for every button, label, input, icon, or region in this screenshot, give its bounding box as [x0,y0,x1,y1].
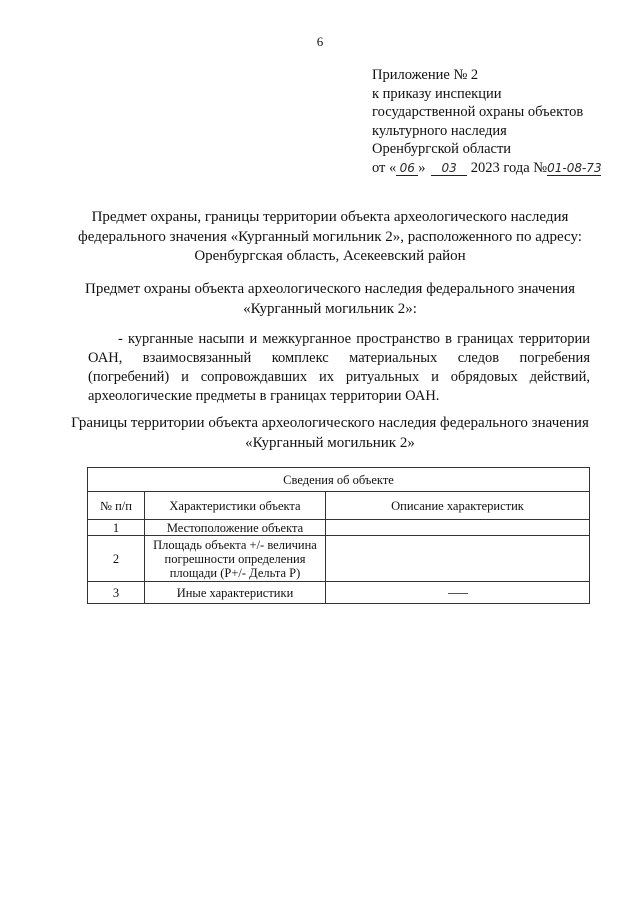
row-characteristic: Иные характеристики [145,582,326,604]
table-row [88,520,590,536]
row-description [326,582,590,604]
row-num: 1 [88,520,145,536]
date-month-handwritten: 03 [431,161,467,176]
row-description [326,520,590,536]
appendix-line-4: культурного наследия [372,122,507,139]
date-year: 2023 года № [470,159,548,176]
row-description [326,536,590,582]
row-characteristic: Местоположение объекта [145,520,326,536]
row-num: 2 [88,536,145,582]
appendix-line-1: Приложение № 2 [372,67,479,83]
protection-subject-heading: Предмет охраны объекта археологического наследия федерального значения «Курганный могильник 2»: [84,281,576,317]
object-info-table [87,467,590,604]
page-number: 6 [316,34,324,49]
row-characteristic: Площадь объекта +/- величина погрешности определения площади (P+/- Дельта P) [145,536,326,582]
appendix-line-3: государственной охраны объектов [372,104,584,120]
table-row [88,582,590,604]
territory-borders-heading: Границы территории объекта археологического наследия федерального значения «Курганный могильник 2» [71,415,589,451]
empty-dash [448,593,468,594]
order-number-handwritten: 01-08-73 [547,160,602,175]
document-title: Предмет охраны, границы территории объекта археологического наследия федерального значения «Курганный могильник 2», расположенного по адресу: Оренбургская область, Асекеевский район [78,209,582,264]
date-day-handwritten: 06 [396,161,418,176]
protection-subject-paragraph: - курганные насыпи и межкурганное пространство в границах территории ОАН, взаимосвязанный комплекс материальных следов погребения (погребений) и сопровождавших их ритуальных и обрядовых действий, археологические предметы в границах территории ОАН. [88,331,590,404]
table-row [88,536,590,582]
row-num: 3 [88,582,145,604]
date-mid: » [418,159,426,176]
appendix-date-line [372,159,601,178]
date-prefix: от « [372,159,397,176]
table-caption: Сведения об объекте [88,468,590,492]
appendix-line-2: к приказу инспекции [372,85,502,102]
header-description: Описание характеристик [326,492,590,520]
appendix-line-5: Оренбургской области [372,141,512,157]
appendix-block [372,66,601,177]
header-num: № п/п [88,492,145,520]
header-characteristics: Характеристики объекта [145,492,326,520]
